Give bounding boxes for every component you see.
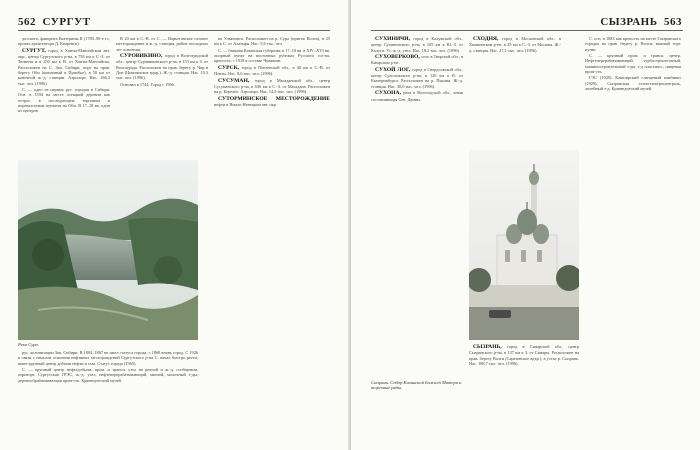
article-paragraph [371, 36, 463, 53]
entry-text: село в Тверской обл., в Кимрском р-не. [371, 54, 463, 66]
article-paragraph [214, 96, 330, 108]
entry-headword: СУСУМАН, [218, 77, 255, 84]
article-paragraph [18, 36, 110, 47]
article-paragraph [371, 54, 463, 66]
entry-text: город в Пензенской обл., в 40 км к С.-В. от Пензы. Нас. 8,6 тыс. чел. (1996). [214, 64, 330, 77]
entry-headword: СУХОВЕРКОВО, [375, 54, 422, 61]
entry-headword: СУХОЙ ЛОГ, [375, 66, 413, 73]
entry-headword: СЫЗРАНЬ, [473, 344, 508, 350]
entry-text: С. — бывшая Казанская губерния; в 17–18 вв. в XIV–XVI вв. опорный пункт на восточных рубежах Русского гос-ва, крепость; с 1918 в составе Чувашии. [214, 47, 330, 64]
left-page-header [18, 16, 91, 28]
running-head: СЫЗРАНЬ [600, 16, 658, 28]
article-paragraph [214, 65, 330, 77]
article-paragraph [116, 53, 208, 80]
entry-headword: СУРГУТ, [22, 47, 49, 54]
article-paragraph [371, 67, 463, 89]
entry-text: город в Калужской обл., центр Сухиничского р-на, в 105 км к Ю.-З. от Калуги. Уз. ж.-д. узел. Нас. 18,2 тыс. чел. (1996). [371, 36, 463, 53]
entry-text: город в Московской обл., в Химкинском р-не, в 29 км к С.-З. от Москвы. Ж.-д. станция. Нас. 27,1 тыс. чел. (1996). [469, 36, 561, 53]
entry-text: город в Волгоградской обл., центр Суровикинского р-на, в 153 км к З. от Волгограда. Расположен на прав. берегу р. Чир в Дон (Цимлянское вдхр.). Ж.-д. станция. Нас. 19,3 тыс. чел. (1996). [116, 53, 208, 81]
article-paragraph [18, 87, 110, 113]
text-column [214, 36, 330, 436]
entry-text: город в Ханты-Мансийском авт. окр., центр Сургутского р-на, в 758 км к С.-З. от Тюмени и в 250 км к В. от Ханты-Мансийска. Расположен на С. Зап. Сибири, порт на прав. берегу Оби (кошенный в Приобье), в 50 км от конечной ж.-д. станции. Аэропорт. Нас. 266,3 тыс. чел. (1996). [18, 47, 110, 86]
text-column [116, 36, 208, 156]
article-paragraph [469, 36, 561, 53]
entry-text: река в Вологодской обл., левая составляющая Сев. Двины. [371, 90, 463, 102]
header-rule [18, 30, 330, 31]
article-paragraph [214, 36, 330, 47]
article-paragraph [214, 78, 330, 95]
text-column [585, 36, 681, 436]
entry-headword: СУРСК, [218, 64, 242, 71]
page-number: 562 [18, 16, 36, 28]
entry-text: нефти в Ямало-Ненецком авт. окр. [214, 102, 277, 108]
article-paragraph [585, 53, 681, 74]
page-number: 563 [664, 16, 682, 28]
article-paragraph [585, 75, 681, 91]
syzran-cathedral-photo [469, 150, 579, 340]
text-column [469, 36, 561, 144]
article-paragraph [585, 36, 681, 52]
entry-text: С. — одно из первых рус. городов в Сибири. Осн. в 1594 на месте остяцкой деревни как острог, в последующем торговым и перевалочным пунктом на Оби. В 17–18 вв. один из центров [18, 87, 110, 114]
article-paragraph [116, 82, 208, 87]
photo-caption: Сызрань. Собор Казанской Божией Матери и торговые ряды. [371, 380, 462, 390]
entry-text: Основан в 1744. Город с 1966. [120, 81, 175, 87]
photo-caption: Река Сура. [18, 342, 39, 347]
entry-headword: СУХОНА, [375, 90, 404, 97]
text-column [18, 36, 110, 156]
entry-text: В 20 км к С.-В. от С. — Варьеганское газовое месторождение и ж.-д. станция, район последних лет освоения. [116, 36, 208, 52]
entry-headword: СХОДНЯ, [473, 36, 503, 42]
header-rule [371, 30, 683, 31]
running-head: СУРГУТ [42, 16, 91, 28]
text-column [469, 344, 579, 434]
left-page [0, 0, 349, 450]
entry-text: С. осн. в 1683 как крепость на месте Сызранского городка на прав. берегу р. Волги; важный торг. пункт. [585, 36, 681, 52]
entry-text: рус. колонизации Зап. Сибири. В 1804–1867 не имел статуса города; с 1868 вновь город. С 1926 в связи с началом освоения нефтяных месторождений Сургутского р-на С. начал быстро расти; ныне крупный центр добычи нефти и газа. Статус города (1965). [18, 350, 198, 366]
entry-headword: СУХИНИЧИ, [375, 36, 414, 42]
article-paragraph [469, 344, 579, 366]
right-page-header [600, 16, 682, 28]
entry-text: С. — крупный пром. и трансп. центр. Нефтеперерабатывающий, турбостроительный, машиностроительный з-ды, з-д пластмасс, пищевая пром-сть. [585, 53, 681, 74]
entry-text: С. — крупный центр нефтедобычи, пром. и трансп. узел на речной и ж.-д. сообщении, аэропорт. Сургутская ГРЭС, ж.-д. узел, нефтеперерабатывающий, мясной, молочный з-ды; деревообрабатывающая пром-сть. Краеведческий музей. [18, 367, 198, 383]
entry-text: на Ульяновск. Расположен на р. Сура (приток Волги), в 25 км к С. от Алатыря. Нас. 5,6 тыс. чел. [214, 36, 330, 47]
article-paragraph [18, 350, 198, 366]
text-column [371, 36, 463, 436]
entry-text: город в Магаданской обл., центр Сусуманского р-на, в 630 км к С.-З. от Магадана. Расположен на р. Берелёх. Аэропорт. Нас. 14,9 тыс. чел. (1996). [214, 77, 330, 95]
entry-text: город в Свердловской обл., центр Сухоложского р-на, в 120 км к В. от Екатеринбурга. Расположен на р. Пышма. Ж.-д. станция. Нас. 38,0 тыс. чел. (1996). [371, 66, 463, 89]
entry-headword: СУТОРМИНСКОЕ МЕСТОРОЖДЕНИЕ [218, 95, 330, 102]
entry-text: досского, фаворита Екатерины II (1780–90-е гг., проект архитектора Д. Кваренги). [18, 36, 110, 47]
article-paragraph [18, 48, 110, 86]
right-page [351, 0, 700, 450]
text-column [18, 350, 198, 440]
entry-text: город в Самарской обл., центр Сызранского р-на, в 137 км к З. от Самары. Расположен на прав. берегу Волги (Саратовское вдхр.), в устье р. Сызрань. Нас. 188,7 тыс. чел. (1996). [469, 344, 579, 366]
article-paragraph [214, 48, 330, 64]
article-paragraph [18, 367, 198, 383]
article-paragraph [371, 90, 463, 102]
article-paragraph [116, 36, 208, 52]
river-sura-photo [18, 160, 198, 340]
entry-headword: СУРОВИКИНО, [120, 53, 165, 60]
entry-text: ГЭС (1929). Кашпирский сланцевый комбинат (1929), Сызранская теплоэлектроцентраль, литейный з-д. Краеведческий музей. [585, 75, 681, 92]
